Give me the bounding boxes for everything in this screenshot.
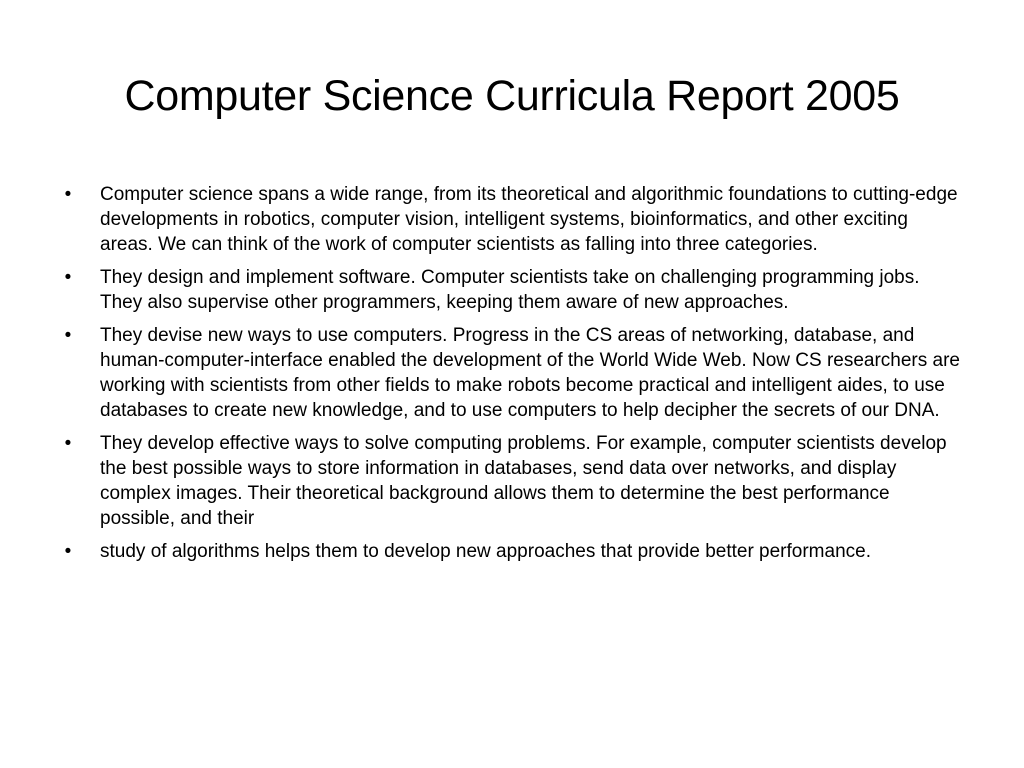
bullet-text: They design and implement software. Computer scientists take on challenging programming jobs. They also supervise other programmers, keeping them aware of new approaches.	[100, 267, 920, 313]
bullet-item	[58, 539, 964, 564]
bullet-item	[58, 323, 964, 423]
bullet-text: study of algorithms helps them to develop new approaches that provide better performance.	[100, 541, 871, 562]
bullet-text: They develop effective ways to solve computing problems. For example, computer scientists develop the best possible ways to store information in databases, send data over networks, and display complex images. Their theoretical background allows them to determine the best performance possible, and their	[100, 433, 947, 529]
bullet-item	[58, 265, 964, 315]
bullet-item	[58, 431, 964, 531]
bullet-icon: •	[64, 541, 72, 562]
bullet-icon: •	[64, 267, 72, 288]
slide-title: Computer Science Curricula Report 2005	[124, 72, 900, 120]
bullet-icon: •	[64, 325, 72, 346]
bullet-icon: •	[64, 433, 72, 454]
bullet-text: They devise new ways to use computers. Progress in the CS areas of networking, database, and human-computer-interface enabled the development of the World Wide Web. Now CS researchers are working with scientists from other fields to make robots become practical and intelligent aides, to use databases to create new knowledge, and to use computers to help decipher the secrets of our DNA.	[100, 325, 961, 421]
bullet-icon: •	[64, 184, 72, 205]
bullet-item	[58, 182, 964, 257]
bullet-text: Computer science spans a wide range, from its theoretical and algorithmic foundations to cutting-edge developments in robotics, computer vision, intelligent systems, bioinformatics, and other exciting areas. We can think of the work of computer scientists as falling into three categories.	[100, 184, 958, 255]
bullet-list	[58, 182, 964, 572]
